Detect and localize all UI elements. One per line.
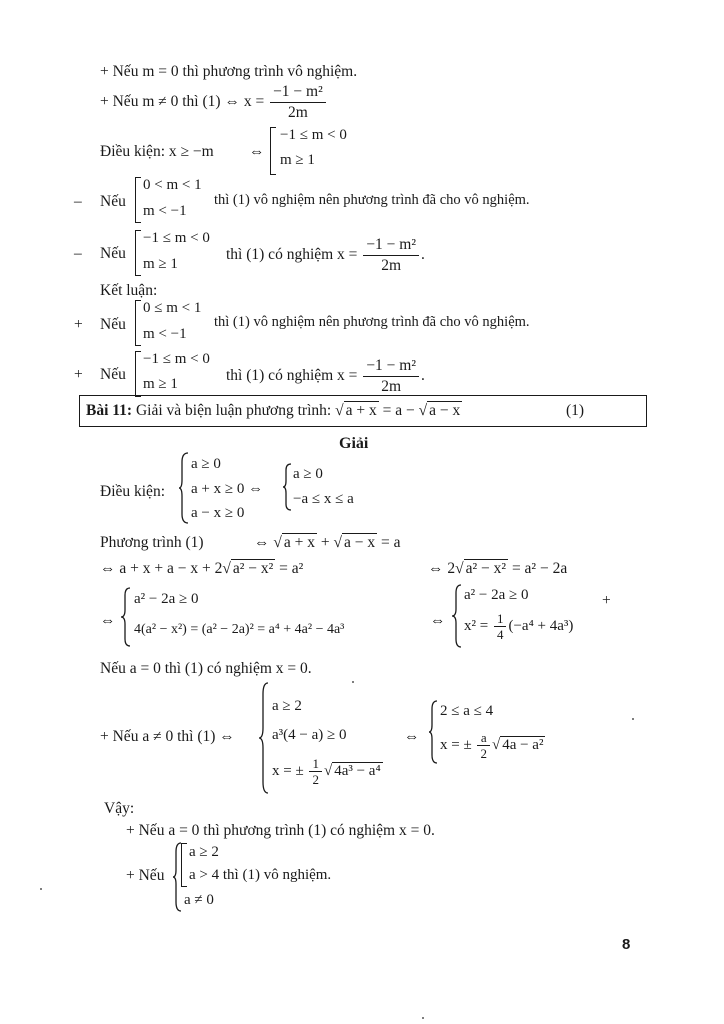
condition-label: Điều kiện: x ≥ −m <box>100 143 214 160</box>
conclusion-row-1: a ≥ 2 <box>189 844 219 860</box>
problem-text: Giải và biện luận phương trình: <box>135 402 332 419</box>
case2-result: thì (1) có nghiệm x = $\frac{\text{−1 − m²}}{2m}$ . <box>226 236 425 274</box>
domain-result-1: a ≥ 0 <box>293 466 323 482</box>
left-brace <box>258 682 270 794</box>
if-word: Nếu <box>100 366 126 383</box>
scan-speck <box>40 888 42 890</box>
nonzero-result-1: 2 ≤ a ≤ 4 <box>440 703 494 719</box>
equivalence-arrow: ⇔ <box>430 612 446 629</box>
scan-speck <box>352 681 354 683</box>
equivalence-arrow: ⇔ <box>100 612 116 629</box>
case-a: −1 ≤ m < 0 <box>143 230 210 246</box>
domain-result-2: −a ≤ x ≤ a <box>293 491 354 507</box>
dash-bullet: – <box>74 193 82 210</box>
case1-result: thì (1) vô nghiệm nên phương trình đã cho vô nghiệm. <box>214 192 530 208</box>
conclusion-row-3: a ≠ 0 <box>184 892 214 908</box>
quarter-fraction: $\frac{1}{4}$ <box>494 612 507 641</box>
bracket <box>270 127 276 175</box>
left-brace <box>120 587 132 647</box>
page-number: 8 <box>622 936 631 953</box>
a-half-fraction: $\frac{a}{2}$ <box>477 731 490 760</box>
system-row-2: 4(a² − x²) = (a² − 2a)² = a⁴ + 4a² − 4a³ <box>134 622 345 637</box>
case2-result-text: thì (1) có nghiệm x = <box>226 246 358 264</box>
equation-rewrite: ⇔ √ a + x + √ a − x = a <box>254 534 401 551</box>
system-row-1: a² − 2a ≥ 0 <box>134 591 199 607</box>
nonzero-result-2: x = ± $\frac{a}{2}$ √ 4a − a² <box>440 730 544 761</box>
solution-heading: Giải <box>339 435 369 452</box>
case1-b: m < −1 <box>143 203 187 219</box>
step-simplify: ⇔ 2√ a² − x² = a² − 2a <box>428 560 568 577</box>
condition-b: m ≥ 1 <box>280 152 315 168</box>
equivalence-arrow: ⇔ <box>249 143 265 160</box>
bracket <box>181 843 187 887</box>
case-a-nonzero-label: + Nếu a ≠ 0 thì (1) ⇔ <box>100 728 235 745</box>
problem-statement <box>86 402 462 420</box>
half-fraction: $\frac{1}{2}$ <box>309 757 322 786</box>
conclusion-if: + Nếu <box>126 867 165 884</box>
dash-bullet: – <box>74 245 82 262</box>
solution-fraction: $\frac{\text{−1 − m²}}{2m}$ <box>363 357 419 396</box>
problem-label: Bài 11: <box>86 402 133 419</box>
bracket <box>135 177 141 223</box>
domain-row-3: a − x ≥ 0 <box>191 505 245 521</box>
equivalence-arrow: ⇔ <box>404 728 420 745</box>
left-brace <box>428 700 438 764</box>
equation-label: Phương trình (1) <box>100 534 204 551</box>
case-a-zero: Nếu a = 0 thì (1) có nghiệm x = 0. <box>100 660 312 677</box>
case-m-nonzero <box>100 83 328 122</box>
domain-row-1: a ≥ 0 <box>191 456 221 472</box>
bracket <box>135 300 141 346</box>
case3-a: 0 ≤ m < 1 <box>143 300 202 316</box>
conclusion-row-2: a > 4 thì (1) vô nghiệm. <box>189 867 332 883</box>
case-b: m ≥ 1 <box>143 376 178 392</box>
bracket <box>135 351 141 397</box>
nonzero-row-3: x = ± $\frac{1}{2}$ √ 4a³ − a⁴ <box>272 756 381 787</box>
left-brace <box>178 452 190 524</box>
case1-a: 0 < m < 1 <box>143 177 202 193</box>
nonzero-row-2: a³(4 − a) ≥ 0 <box>272 727 347 743</box>
if-word: Nếu <box>100 245 126 262</box>
left-brace <box>282 463 292 511</box>
plus-bullet: + <box>74 316 83 333</box>
conclusion-heading: Kết luận: <box>100 282 158 299</box>
if-word: Nếu <box>100 316 126 333</box>
plus-mark: + <box>602 592 611 609</box>
solution-fraction: $\frac{\text{−1 − m²}}{2m}$ <box>270 83 326 122</box>
if-word: Nếu <box>100 193 126 210</box>
scan-speck <box>422 1017 424 1019</box>
case-b: m ≥ 1 <box>143 256 178 272</box>
case3-result: thì (1) vô nghiệm nên phương trình đã cho vô nghiệm. <box>214 314 530 330</box>
left-brace <box>451 584 463 648</box>
case-a: −1 ≤ m < 0 <box>143 351 210 367</box>
bracket <box>135 230 141 276</box>
solution-fraction: $\frac{\text{−1 − m²}}{2m}$ <box>363 236 419 275</box>
case3-b: m < −1 <box>143 326 187 342</box>
domain-label: Điều kiện: <box>100 483 165 500</box>
condition-a: −1 ≤ m < 0 <box>280 127 347 143</box>
case4-result-text: thì (1) có nghiệm x = <box>226 367 358 385</box>
therefore-label: Vậy: <box>104 800 135 817</box>
plus-bullet: + <box>74 366 83 383</box>
case-m-nonzero-text: + Nếu m ≠ 0 thì (1) ⇔ x = <box>100 93 265 111</box>
problem-number: (1) <box>566 402 585 419</box>
nonzero-row-1: a ≥ 2 <box>272 698 302 714</box>
conclusion-case-1: + Nếu a = 0 thì phương trình (1) có nghiệm x = 0. <box>126 822 435 839</box>
step-square: ⇔ a + x + a − x + 2√ a² − x² = a² <box>100 560 304 577</box>
case-m-zero: + Nếu m = 0 thì phương trình vô nghiệm. <box>100 63 358 80</box>
system2-row-1: a² − 2a ≥ 0 <box>464 587 529 603</box>
scan-speck <box>632 718 634 720</box>
problem-equation: √ a + x = a − √ a − x <box>335 402 461 419</box>
system2-row-2: x² = $\frac{1}{4}$ (−a⁴ + 4a³) <box>464 611 574 642</box>
case4-result: thì (1) có nghiệm x = $\frac{\text{−1 − m²}}{2m}$ . <box>226 357 425 395</box>
domain-row-2: a + x ≥ 0 ⇔ <box>191 481 264 497</box>
